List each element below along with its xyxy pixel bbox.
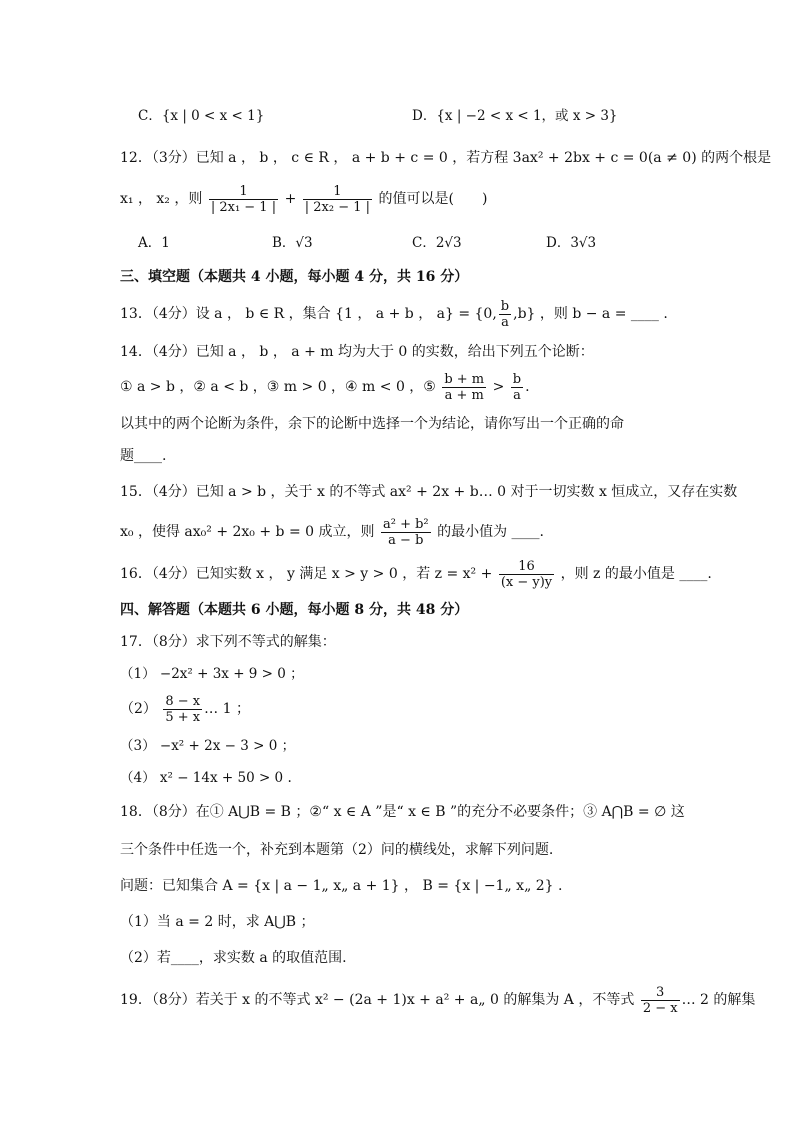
q19-post: … 2 的解集 [681,992,756,1008]
q12-question: 的值可以是( ) [378,191,488,207]
q12-option-b: B．√3 [272,235,313,251]
q15-pre: x₀ ，使得 ax₀² + 2x₀ + b = 0 成立，则 [120,524,375,540]
q11-option-c: C．{x | 0 < x < 1} [138,108,265,124]
q19 [120,982,755,1018]
q16 [120,556,712,592]
q14-line3: 以其中的两个论断为条件，余下的论断中选择一个为结论，请你写出一个正确的命 [120,416,624,432]
q18-line2: 三个条件中任选一个，补充到本题第（2）问的横线处，求解下列问题. [120,842,554,858]
q17-stem: 17．（8分）求下列不等式的解集： [120,634,336,650]
q12-fraction-1: $\frac{1}{\text{| 2x₁ − 1 |}}$ [210,183,277,215]
q19-fraction: $\frac{3}{2 - x}$ [642,984,678,1016]
q17-part-2-label: （2） [120,701,157,717]
q17-part-1: （1） −2x² + 3x + 9 > 0 ； [120,666,304,682]
q13-pre: 13．（4分）设 a ， b ∈ R ，集合 {1 ， a + b ， a} = {0, [120,306,497,322]
q12-stem-line2 [120,182,487,216]
q14-gt: > [492,379,505,395]
q17-part-2-rhs: … 1 ； [204,701,250,717]
q15-line1: 15．（4分）已知 a > b ，关于 x 的不等式 ax² + 2x + b… 0 对于一切实数 x 恒成立，又存在实数 [120,484,738,500]
q18-part-1: （1）当 a = 2 时，求 A⋃B ； [120,914,315,930]
q18-line1: 18．（8分）在① A⋃B = B ；②“ x ∈ A ”是“ x ∈ B ”的充分不必要条件；③ A⋂B = ∅ 这 [120,804,685,820]
q14-fraction-1: $\frac{b + m}{a + m}$ [444,371,485,403]
q14-line2 [120,370,530,404]
q18-line3: 问题：已知集合 A = {x | a − 1„ x„ a + 1} ， B = {x | −1„ x„ 2} . [120,878,563,894]
q12-option-a: A．1 [138,235,170,251]
q15-line2 [120,514,544,550]
q12-stem-line1: 12．（3分）已知 a ， b ， c ∈ R ， a + b + c = 0 ，若方程 3ax² + 2bx + c = 0(a ≠ 0) 的两个根是 [120,150,772,166]
q13-fraction: $\frac{b}{a}$ [500,298,510,330]
q17-part-2 [120,692,250,726]
q16-fraction: $\frac{16}{(x - y)y}$ [500,558,553,590]
q13-post: ,b} ，则 b − a = ____ . [513,306,668,322]
q11-option-d: D．{x | −2 < x < 1，或 x > 3} [412,108,618,124]
q12-fraction-2: $\frac{1}{\text{| 2x₂ − 1 |}}$ [304,183,371,215]
q12-roots: x₁ ， x₂ ，则 [120,191,203,207]
q19-pre: 19．（8分）若关于 x 的不等式 x² − (2a + 1)x + a² + a„ 0 的解集为 A ，不等式 [120,992,635,1008]
section-4-heading: 四、解答题（本题共 6 小题，每小题 8 分，共 48 分） [120,602,469,618]
q18-part-2: （2）若____，求实数 a 的取值范围. [120,950,347,966]
q16-pre: 16．（4分）已知实数 x ， y 满足 x > y > 0 ，若 z = x² + [120,566,493,582]
section-3-heading: 三、填空题（本题共 4 小题，每小题 4 分，共 16 分） [120,269,469,285]
q14-fraction-2: $\frac{b}{a}$ [512,371,522,403]
q17-part-3: （3） −x² + 2x − 3 > 0 ； [120,738,296,754]
q17-part-4: （4） x² − 14x + 50 > 0 . [120,770,292,786]
q16-post: ，则 z 的最小值是 ____. [560,566,712,582]
q17-part-2-fraction: $\frac{8 - x}{5 + x}$ [165,693,201,725]
q14-period: . [525,379,530,395]
q14-line1: 14．（4分）已知 a ， b ， a + m 均为大于 0 的实数，给出下列五个论断： [120,344,594,360]
q14-claims: ① a > b ，② a < b ，③ m > 0 ，④ m < 0 ，⑤ [120,379,436,395]
q12-plus: + [284,191,297,207]
q15-fraction: $\frac{\text{a² + b²}}{a - b}$ [382,516,429,548]
q12-option-c: C．2√3 [412,235,462,251]
q13 [120,297,668,331]
q14-line4: 题____. [120,448,167,464]
q15-post: 的最小值为 ____. [437,524,544,540]
q12-option-d: D．3√3 [546,235,597,251]
